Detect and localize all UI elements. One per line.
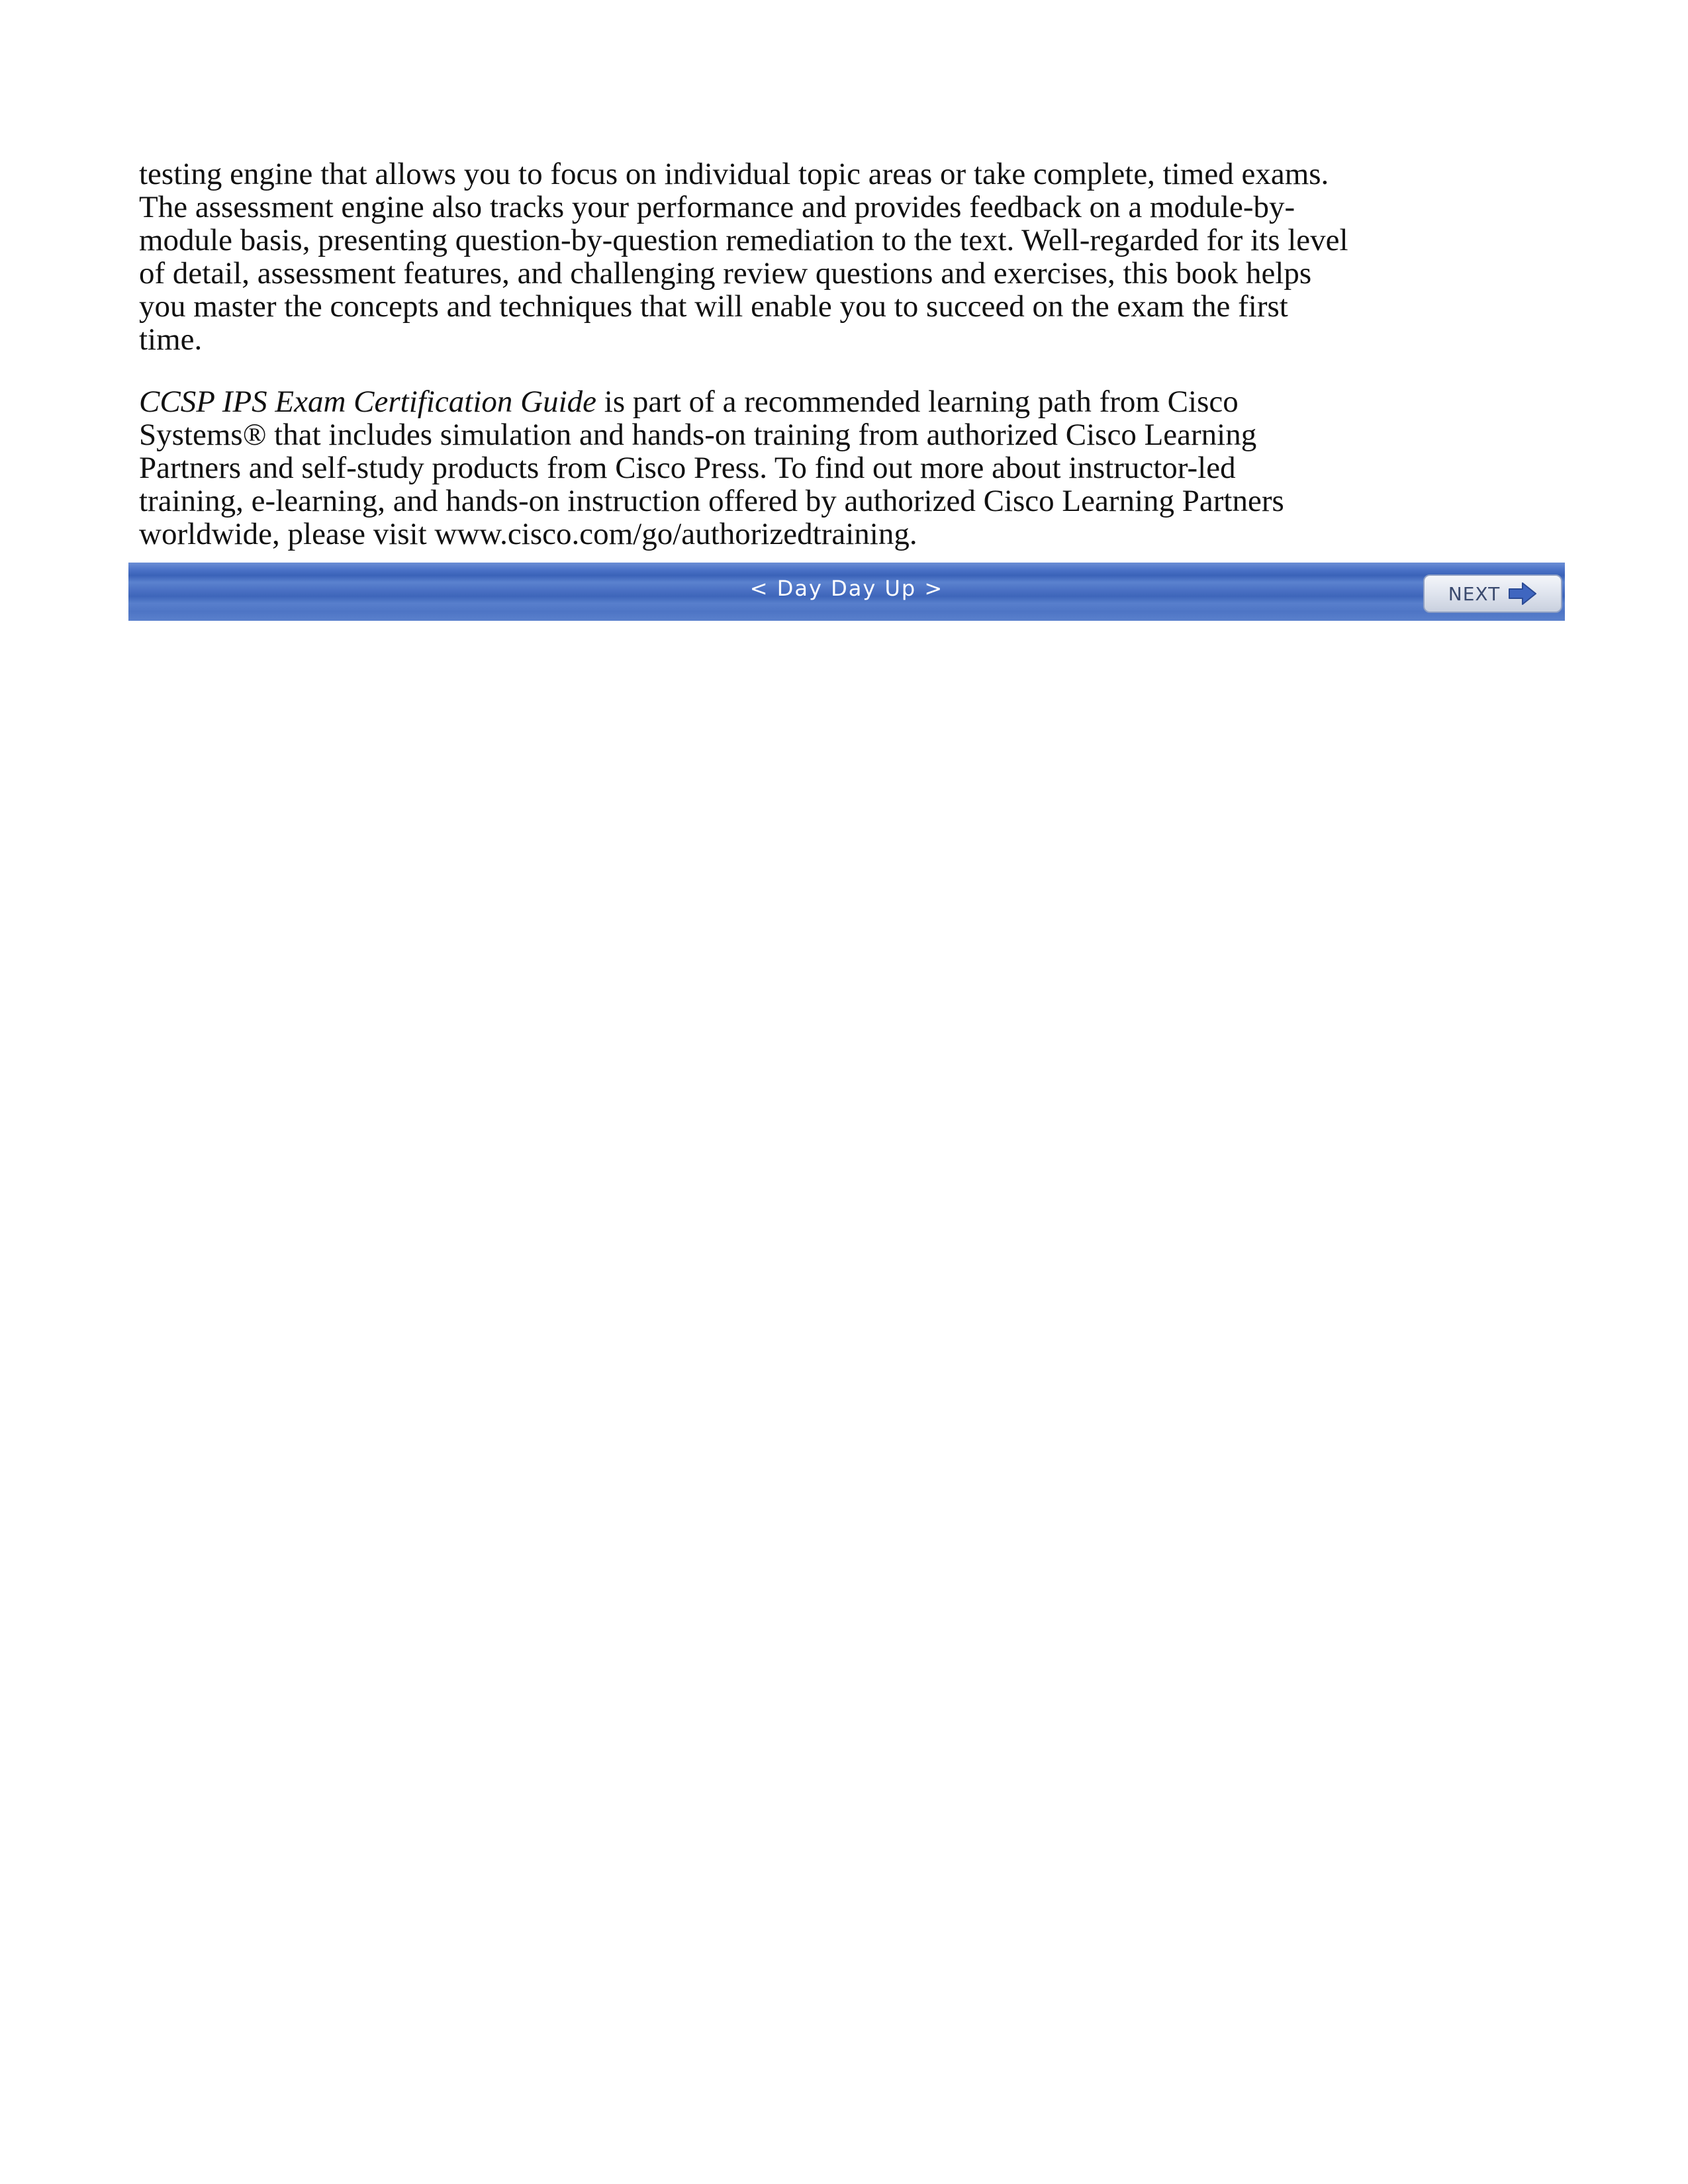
right-arrow-icon xyxy=(1508,582,1537,606)
navigation-bar xyxy=(128,563,1565,621)
navbar-title: < Day Day Up > xyxy=(749,576,944,601)
book-title: CCSP IPS Exam Certification Guide xyxy=(139,385,597,419)
paragraph-learning-path-text: is part of a recommended learning path from Cisco Systems® that includes simulation and hands-on training from authorized Cisco Learning Partners and self-study products from Cisco Press. To find out more about instructor-led training, e-learning, and hands-on instruction offered by authorized Cisco Learning Partners worldwide, please visit www.cisco.com/go/authorizedtraining. xyxy=(139,385,1284,551)
next-button-label: NEXT xyxy=(1448,582,1501,605)
document-body xyxy=(139,158,1463,551)
next-button[interactable] xyxy=(1423,574,1562,613)
paragraph-assessment-engine: testing engine that allows you to focus on individual topic areas or take complete, timed exams. The assessment engine also tracks your performance and provides feedback on a module-by- module basis, presenting question-by-question remediation to the text. Well-regarded for its level of detail, assessment features, and challenging review questions and exercises, this book helps you master the concepts and techniques that will enable you to succeed on the exam the first time. xyxy=(139,157,1348,357)
paragraph-learning-path xyxy=(139,385,1463,551)
